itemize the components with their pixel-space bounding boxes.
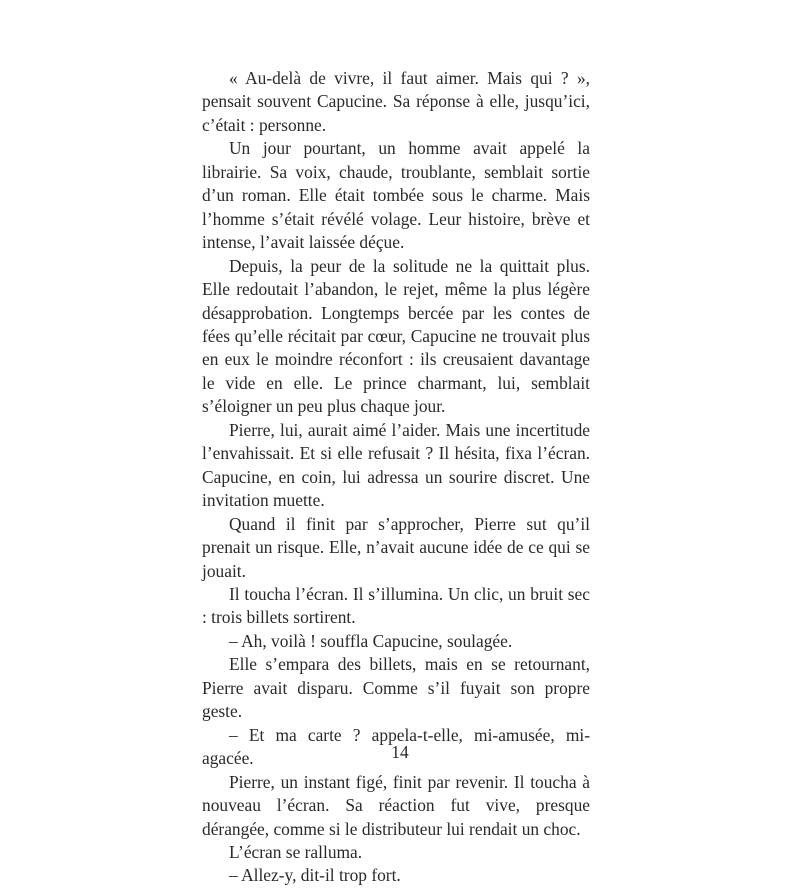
paragraph: « Au-delà de vivre, il faut aimer. Mais qui ? », pensait souvent Capucine. Sa réponse à elle, jusqu’ici, c’était : personne. <box>202 68 590 135</box>
dialogue-line: – Ah, voilà ! souffla Capucine, soulagée. <box>229 630 513 651</box>
dialogue-line: – Et ma carte ? appela-t-elle, mi-amusée, mi-agacée. <box>202 724 590 769</box>
paragraph: Un jour pourtant, un homme avait appelé la librairie. Sa voix, chaude, troublante, semblait sortie d’un roman. Elle était tombée sous le charme. Mais l’homme s’était révélé volage. Leur histoire, brève et intense, l’avait laissée déçue. <box>202 138 590 253</box>
paragraph: Pierre, lui, aurait aimé l’aider. Mais une incertitude l’envahissait. Et si elle refusait ? Il hésita, fixa l’écran. Capucine, en coin, lui adressa un sourire discret. Une invitation muette. <box>202 419 590 511</box>
paragraph: Il toucha l’écran. Il s’illumina. Un clic, un bruit sec : trois billets sortirent. <box>202 583 590 628</box>
paragraph: Elle s’empara des billets, mais en se retournant, Pierre avait disparu. Comme s’il fuyait son propre geste. <box>202 654 590 722</box>
paragraph: Pierre, un instant figé, finit par revenir. Il toucha à nouveau l’écran. Sa réaction fut vive, presque dérangée, comme si le distributeur lui rendait un choc. <box>202 771 590 839</box>
page-number: 14 <box>391 742 409 762</box>
paragraph: Depuis, la peur de la solitude ne la quittait plus. Elle redoutait l’abandon, le rejet, même la plus légère désapprobation. Longtemps bercée par les contes de fées qu’elle récitait par cœur, Capucine ne trouvait plus en eux le moindre réconfort : ils creusaient davantage le vide en elle. Le prince charmant, lui, semblait s’éloigner un peu plus chaque jour. <box>202 255 590 417</box>
paragraph: L’écran se ralluma. <box>229 841 363 862</box>
paragraph: Quand il finit par s’approcher, Pierre sut qu’il prenait un risque. Elle, n’avait aucune idée de ce qui se jouait. <box>202 513 590 581</box>
dialogue-line: – Allez-y, dit-il trop fort. <box>229 865 401 886</box>
body-text <box>202 67 590 888</box>
